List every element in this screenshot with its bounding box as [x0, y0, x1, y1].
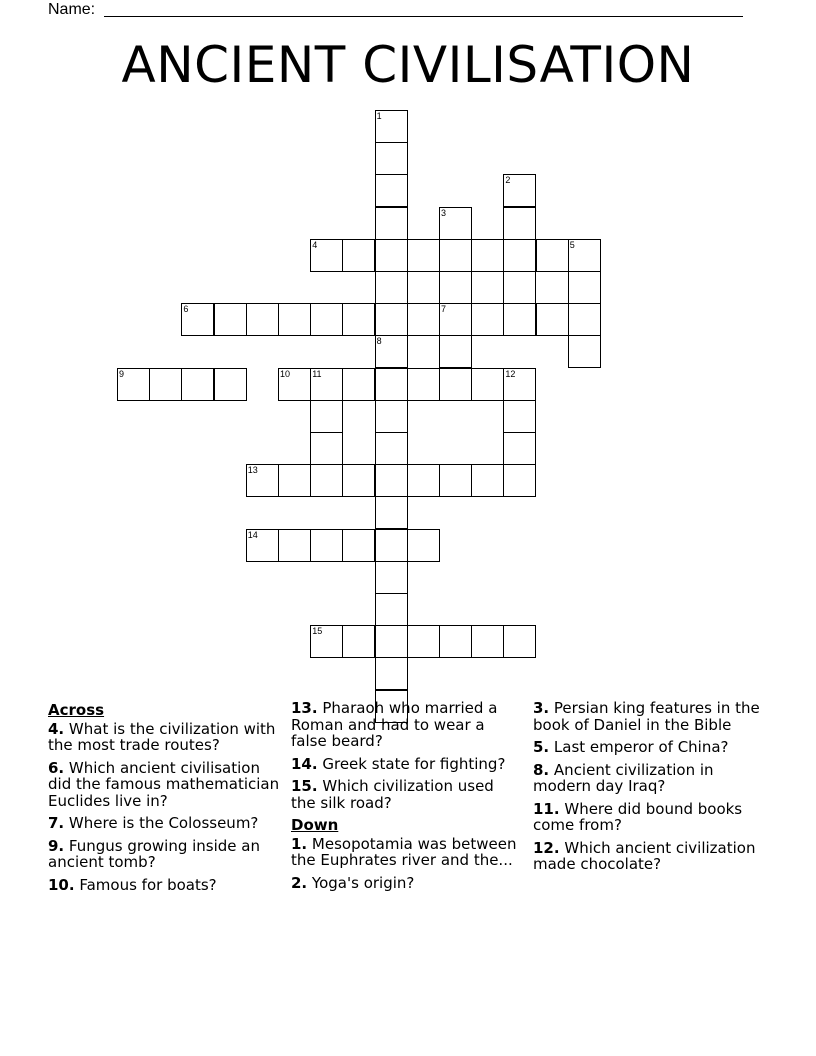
clue-text: Famous for boats? [79, 875, 217, 894]
clue-text: Yoga's origin? [311, 873, 415, 892]
grid-cell[interactable] [375, 174, 408, 207]
page-title: ANCIENT CIVILISATION [121, 36, 695, 94]
clue-text: Which ancient civilisation did the famous mathematician Euclides live in? [48, 758, 280, 810]
clue-number: 1. [291, 834, 308, 853]
grid-cell[interactable] [439, 625, 472, 658]
grid-cell[interactable] [439, 271, 472, 304]
grid-cell[interactable] [310, 368, 343, 401]
grid-cell[interactable] [214, 368, 247, 401]
grid-cell[interactable] [375, 561, 408, 594]
cell-number: 6 [183, 304, 189, 315]
grid-cell[interactable] [503, 303, 536, 336]
cell-number: 13 [247, 465, 258, 476]
cell-number: 2 [505, 175, 511, 186]
grid-cell[interactable] [375, 110, 408, 143]
grid-cell[interactable] [375, 335, 408, 368]
clue-number: 9. [48, 836, 65, 855]
clue-number: 13. [291, 699, 318, 717]
grid-cell[interactable] [278, 368, 311, 401]
grid-cell[interactable] [503, 400, 536, 433]
clue-number: 6. [48, 758, 65, 777]
grid-cell[interactable] [375, 464, 408, 497]
grid-cell[interactable] [181, 368, 214, 401]
grid-cell[interactable] [407, 303, 440, 336]
clues-column-3 [533, 700, 769, 879]
grid-cell[interactable] [439, 368, 472, 401]
grid-cell[interactable] [342, 368, 375, 401]
grid-cell[interactable] [471, 368, 504, 401]
grid-cell[interactable] [407, 529, 440, 562]
grid-cell[interactable] [568, 239, 601, 272]
grid-cell[interactable] [278, 303, 311, 336]
clue-across-9 [48, 838, 280, 871]
grid-cell[interactable] [246, 303, 279, 336]
grid-cell[interactable] [471, 625, 504, 658]
clue-number: 2. [291, 873, 308, 892]
grid-cell[interactable] [310, 303, 343, 336]
grid-cell[interactable] [503, 207, 536, 240]
grid-cell[interactable] [117, 368, 150, 401]
clue-down-2 [291, 875, 517, 892]
grid-cell[interactable] [310, 625, 343, 658]
clue-number: 12. [533, 838, 560, 857]
across-heading: Across [48, 701, 105, 719]
clue-text: Where did bound books come from? [533, 799, 743, 834]
grid-cell[interactable] [375, 657, 408, 690]
grid-cell[interactable] [246, 529, 279, 562]
cell-number: 9 [119, 368, 125, 379]
clue-across-13 [291, 700, 517, 750]
grid-cell[interactable] [375, 368, 408, 401]
grid-cell[interactable] [375, 496, 408, 529]
grid-cell[interactable] [471, 239, 504, 272]
cell-number: 4 [312, 239, 318, 250]
grid-cell[interactable] [375, 593, 408, 626]
grid-cell[interactable] [310, 400, 343, 433]
cell-number: 8 [376, 336, 382, 347]
clue-across-10 [48, 877, 280, 894]
grid-cell[interactable] [342, 303, 375, 336]
name-label: Name: [48, 1, 96, 18]
grid-cell[interactable] [375, 432, 408, 465]
grid-cell[interactable] [375, 142, 408, 175]
cell-number: 15 [312, 626, 323, 637]
clue-number: 14. [291, 754, 318, 773]
grid-cell[interactable] [342, 239, 375, 272]
clue-across-15 [291, 778, 517, 811]
name-field[interactable] [48, 0, 748, 20]
clue-number: 4. [48, 719, 65, 738]
cell-number: 5 [569, 239, 575, 250]
clues-column-2 [291, 700, 517, 897]
cell-number: 14 [247, 529, 258, 540]
grid-cell[interactable] [439, 239, 472, 272]
clue-number: 8. [533, 760, 550, 779]
clue-across-4 [48, 721, 280, 754]
grid-cell[interactable] [310, 529, 343, 562]
grid-cell[interactable] [503, 271, 536, 304]
clue-number: 15. [291, 777, 318, 795]
cell-number: 10 [280, 368, 291, 379]
grid-cell[interactable] [375, 207, 408, 240]
grid-cell[interactable] [278, 464, 311, 497]
grid-cell[interactable] [214, 303, 247, 336]
grid-cell[interactable] [342, 464, 375, 497]
grid-cell[interactable] [439, 207, 472, 240]
grid-cell[interactable] [246, 464, 279, 497]
clue-number: 7. [48, 814, 65, 832]
clue-text: Fungus growing inside an ancient tomb? [48, 836, 260, 871]
grid-cell[interactable] [149, 368, 182, 401]
grid-cell[interactable] [375, 529, 408, 562]
clue-text: Ancient civilization in modern day Iraq? [533, 760, 714, 795]
grid-cell[interactable] [342, 529, 375, 562]
cell-number: 11 [312, 368, 322, 379]
cell-number: 12 [505, 368, 516, 379]
clue-down-5 [533, 739, 769, 756]
cell-number: 7 [441, 304, 447, 315]
clue-text: Where is the Colosseum? [68, 814, 259, 832]
grid-cell[interactable] [439, 464, 472, 497]
grid-cell[interactable] [568, 335, 601, 368]
clue-across-7 [48, 815, 280, 832]
clue-text: Mesopotamia was between the Euphrates river and the... [291, 834, 517, 869]
grid-cell[interactable] [407, 239, 440, 272]
grid-cell[interactable] [181, 303, 214, 336]
grid-cell[interactable] [503, 368, 536, 401]
grid-cell[interactable] [407, 368, 440, 401]
clue-number: 3. [533, 699, 550, 717]
clues-column-1 [48, 700, 280, 899]
grid-cell[interactable] [439, 303, 472, 336]
clue-down-3 [533, 700, 769, 733]
clue-text: Last emperor of China? [553, 738, 729, 756]
clue-number: 10. [48, 875, 75, 894]
clue-across-6 [48, 760, 280, 810]
grid-cell[interactable] [503, 432, 536, 465]
clue-text: Which civilization used the silk road? [291, 777, 494, 812]
cell-number: 3 [441, 207, 447, 218]
grid-cell[interactable] [278, 529, 311, 562]
grid-cell[interactable] [375, 239, 408, 272]
grid-cell[interactable] [310, 464, 343, 497]
clue-down-12 [533, 840, 769, 873]
clue-text: Pharaoh who married a Roman and had to wear a false beard? [291, 699, 498, 750]
clue-across-14 [291, 756, 517, 773]
grid-cell[interactable] [503, 174, 536, 207]
clue-down-8 [533, 762, 769, 795]
clue-number: 11. [533, 799, 560, 818]
grid-cell[interactable] [342, 625, 375, 658]
grid-cell[interactable] [375, 400, 408, 433]
grid-cell[interactable] [407, 625, 440, 658]
clue-text: Which ancient civilization made chocolate? [533, 838, 756, 873]
grid-cell[interactable] [503, 239, 536, 272]
grid-cell[interactable] [471, 303, 504, 336]
grid-cell[interactable] [503, 625, 536, 658]
grid-cell[interactable] [536, 239, 569, 272]
clue-text: Persian king features in the book of Daniel in the Bible [533, 699, 760, 734]
clue-down-11 [533, 801, 769, 834]
name-underline[interactable] [104, 16, 743, 17]
clue-text: What is the civilization with the most trade routes? [48, 719, 276, 754]
grid-cell[interactable] [375, 271, 408, 304]
clue-text: Greek state for fighting? [322, 754, 506, 773]
down-heading: Down [291, 816, 339, 834]
grid-cell[interactable] [568, 271, 601, 304]
grid-cell[interactable] [471, 464, 504, 497]
cell-number: 1 [376, 111, 382, 121]
grid-cell[interactable] [310, 239, 343, 272]
grid-cell[interactable] [568, 303, 601, 336]
grid-cell[interactable] [375, 303, 408, 336]
grid-cell[interactable] [439, 335, 472, 368]
grid-cell[interactable] [407, 464, 440, 497]
grid-cell[interactable] [503, 464, 536, 497]
grid-cell[interactable] [375, 625, 408, 658]
grid-cell[interactable] [536, 303, 569, 336]
clue-number: 5. [533, 738, 550, 756]
clue-down-1 [291, 836, 517, 869]
grid-cell[interactable] [310, 432, 343, 465]
